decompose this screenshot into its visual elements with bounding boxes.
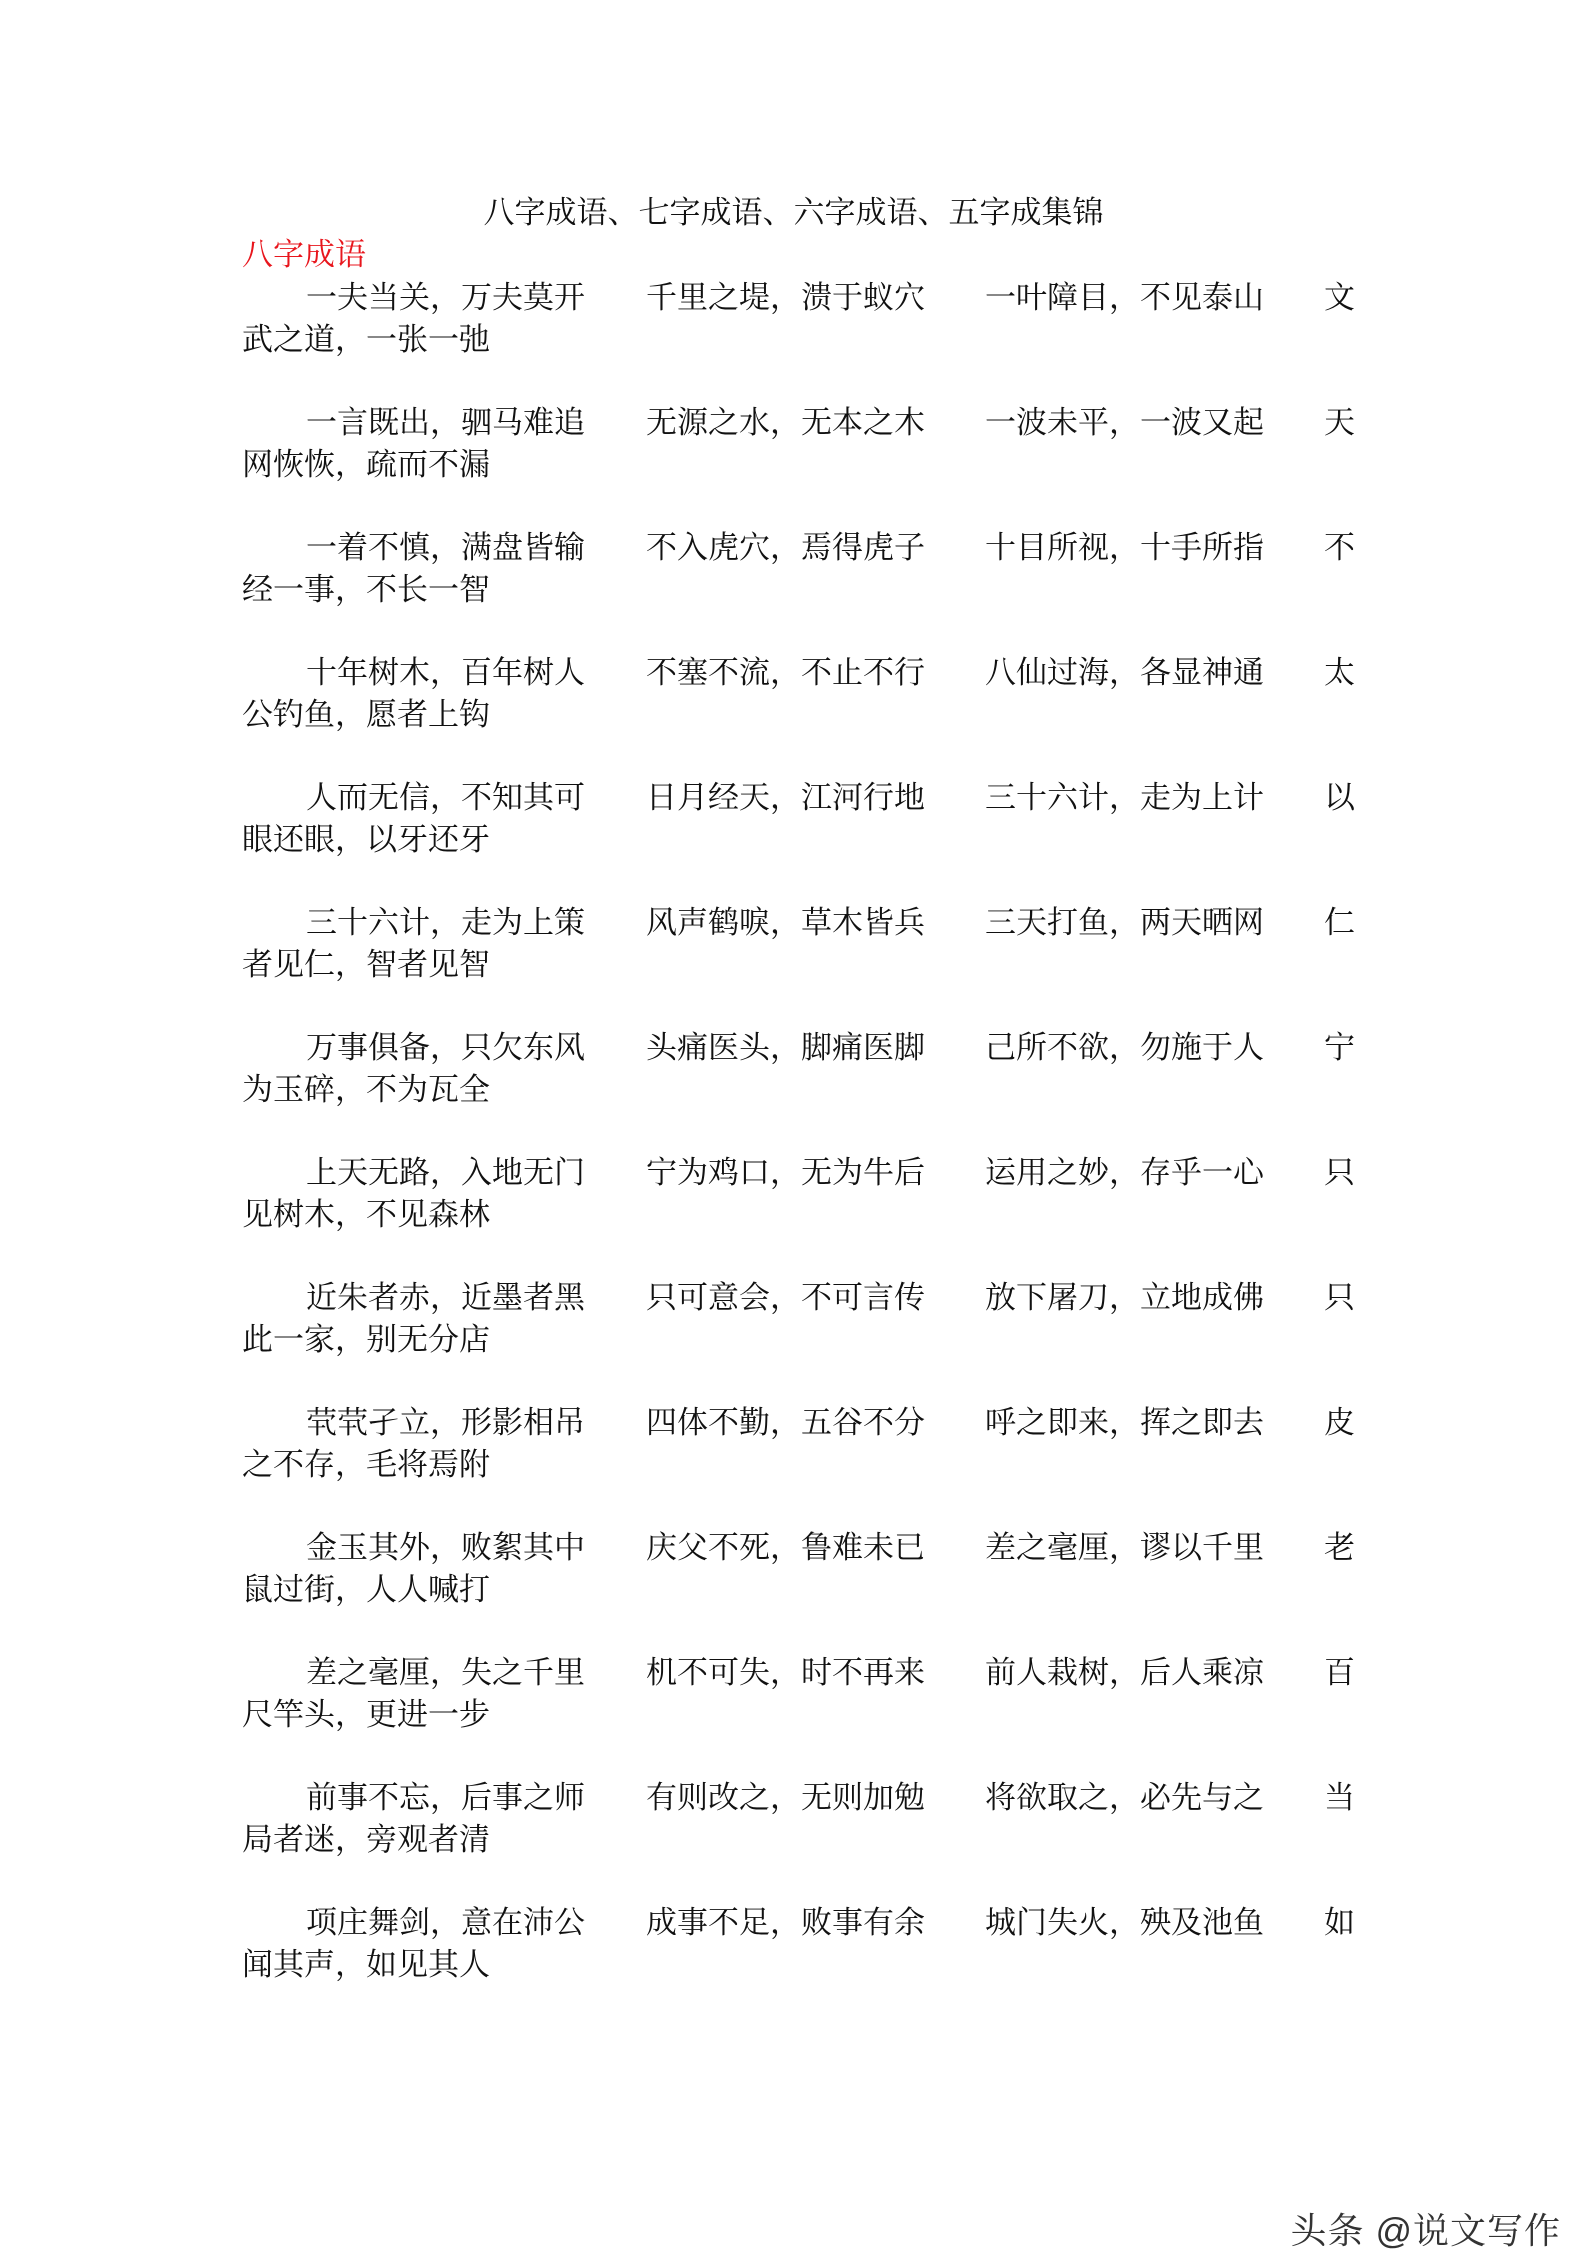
idiom-col-1: 一夫当关，万夫莫开 xyxy=(306,280,585,316)
idiom-col-4-continuation: 者见仁，智者见智 xyxy=(242,947,490,983)
idiom-row-line-1 xyxy=(242,1276,1362,1320)
idiom-row xyxy=(242,1526,1362,1651)
idiom-col-2: 宁为鸡口，无为牛后 xyxy=(646,1155,925,1191)
idiom-row-line-1 xyxy=(242,1151,1362,1195)
idiom-col-4-start: 太 xyxy=(1324,655,1355,691)
idiom-col-3: 放下屠刀，立地成佛 xyxy=(985,1280,1264,1316)
idiom-row xyxy=(242,1276,1362,1401)
idiom-col-4-start: 只 xyxy=(1324,1280,1355,1316)
idiom-col-4-start: 老 xyxy=(1324,1530,1355,1566)
idiom-row xyxy=(242,401,1362,526)
idiom-col-2: 千里之堤，溃于蚁穴 xyxy=(646,280,925,316)
idiom-col-4-start: 如 xyxy=(1324,1905,1355,1941)
idiom-row xyxy=(242,1151,1362,1276)
idiom-col-2: 机不可失，时不再来 xyxy=(646,1655,925,1691)
idiom-col-1: 茕茕孑立，形影相吊 xyxy=(306,1405,585,1441)
idiom-col-4-continuation: 鼠过街，人人喊打 xyxy=(242,1572,490,1608)
idiom-row-line-1 xyxy=(242,276,1362,320)
idiom-col-1: 近朱者赤，近墨者黑 xyxy=(306,1280,585,1316)
idiom-col-3: 己所不欲，勿施于人 xyxy=(985,1030,1264,1066)
idiom-row-line-1 xyxy=(242,1026,1362,1070)
idiom-col-2: 不入虎穴，焉得虎子 xyxy=(646,530,925,566)
idiom-col-1: 一言既出，驷马难追 xyxy=(306,405,585,441)
idiom-col-1: 万事俱备，只欠东风 xyxy=(306,1030,585,1066)
idiom-col-1: 上天无路，入地无门 xyxy=(306,1155,585,1191)
idiom-col-4-start: 宁 xyxy=(1324,1030,1355,1066)
idiom-col-1: 十年树木，百年树人 xyxy=(306,655,585,691)
idiom-col-4-continuation: 经一事，不长一智 xyxy=(242,572,490,608)
idiom-col-4-start: 文 xyxy=(1324,280,1355,316)
watermark: 头条 @说文写作 xyxy=(1290,2210,1561,2251)
idiom-row xyxy=(242,1651,1362,1776)
idiom-col-4-continuation: 之不存，毛将焉附 xyxy=(242,1447,490,1483)
idiom-col-3: 差之毫厘，谬以千里 xyxy=(985,1530,1264,1566)
idiom-col-4-start: 天 xyxy=(1324,405,1355,441)
idiom-col-3: 前人栽树，后人乘凉 xyxy=(985,1655,1264,1691)
idiom-col-1: 前事不忘，后事之师 xyxy=(306,1780,585,1816)
idiom-col-2: 四体不勤，五谷不分 xyxy=(646,1405,925,1441)
idiom-row-line-1 xyxy=(242,526,1362,570)
idiom-col-2: 头痛医头，脚痛医脚 xyxy=(646,1030,925,1066)
idiom-row-line-1 xyxy=(242,1401,1362,1445)
idiom-col-2: 无源之水，无本之木 xyxy=(646,405,925,441)
idiom-col-1: 人而无信，不知其可 xyxy=(306,780,585,816)
idiom-row-line-1 xyxy=(242,1901,1362,1945)
idiom-col-3: 十目所视，十手所指 xyxy=(985,530,1264,566)
idiom-col-3: 八仙过海，各显神通 xyxy=(985,655,1264,691)
idiom-row xyxy=(242,1401,1362,1526)
idiom-col-4-start: 当 xyxy=(1324,1780,1355,1816)
idiom-col-1: 差之毫厘，失之千里 xyxy=(306,1655,585,1691)
idiom-col-4-continuation: 公钓鱼，愿者上钩 xyxy=(242,697,490,733)
idiom-col-4-start: 不 xyxy=(1324,530,1355,566)
idiom-col-1: 项庄舞剑，意在沛公 xyxy=(306,1905,585,1941)
idiom-col-3: 城门失火，殃及池鱼 xyxy=(985,1905,1264,1941)
idiom-col-4-continuation: 见树木，不见森林 xyxy=(242,1197,490,1233)
idiom-row xyxy=(242,276,1362,401)
idiom-col-3: 呼之即来，挥之即去 xyxy=(985,1405,1264,1441)
idiom-col-2: 成事不足，败事有余 xyxy=(646,1905,925,1941)
idiom-row xyxy=(242,1026,1362,1151)
idiom-col-2: 有则改之，无则加勉 xyxy=(646,1780,925,1816)
idiom-row-line-1 xyxy=(242,651,1362,695)
idiom-col-4-continuation: 此一家，别无分店 xyxy=(242,1322,490,1358)
idiom-col-1: 三十六计，走为上策 xyxy=(306,905,585,941)
idiom-row xyxy=(242,776,1362,901)
idiom-row-line-1 xyxy=(242,1651,1362,1695)
idiom-row xyxy=(242,526,1362,651)
idiom-col-1: 一着不慎，满盘皆输 xyxy=(306,530,585,566)
idiom-col-4-continuation: 眼还眼，以牙还牙 xyxy=(242,822,490,858)
idiom-row xyxy=(242,1776,1362,1901)
idiom-col-4-start: 只 xyxy=(1324,1155,1355,1191)
idiom-list xyxy=(242,276,1362,2026)
idiom-col-2: 庆父不死，鲁难未已 xyxy=(646,1530,925,1566)
idiom-col-3: 三十六计，走为上计 xyxy=(985,780,1264,816)
idiom-row-line-1 xyxy=(242,901,1362,945)
idiom-col-3: 一波未平，一波又起 xyxy=(985,405,1264,441)
idiom-col-2: 不塞不流，不止不行 xyxy=(646,655,925,691)
idiom-col-2: 日月经天，江河行地 xyxy=(646,780,925,816)
section-heading: 八字成语 xyxy=(242,237,366,273)
idiom-row-line-1 xyxy=(242,776,1362,820)
idiom-col-4-continuation: 为玉碎，不为瓦全 xyxy=(242,1072,490,1108)
idiom-row-line-1 xyxy=(242,1526,1362,1570)
idiom-row xyxy=(242,1901,1362,2026)
idiom-col-3: 运用之妙，存乎一心 xyxy=(985,1155,1264,1191)
idiom-col-4-continuation: 闻其声，如见其人 xyxy=(242,1947,490,1983)
idiom-col-4-start: 皮 xyxy=(1324,1405,1355,1441)
idiom-row xyxy=(242,901,1362,1026)
idiom-col-4-continuation: 尺竿头，更进一步 xyxy=(242,1697,490,1733)
idiom-row xyxy=(242,651,1362,776)
idiom-col-4-start: 以 xyxy=(1324,780,1355,816)
idiom-col-3: 三天打鱼，两天晒网 xyxy=(985,905,1264,941)
idiom-col-2: 只可意会，不可言传 xyxy=(646,1280,925,1316)
idiom-col-1: 金玉其外，败絮其中 xyxy=(306,1530,585,1566)
idiom-col-4-continuation: 局者迷，旁观者清 xyxy=(242,1822,490,1858)
idiom-row-line-1 xyxy=(242,401,1362,445)
idiom-col-3: 将欲取之，必先与之 xyxy=(985,1780,1264,1816)
page-title: 八字成语、七字成语、六字成语、五字成集锦 xyxy=(483,195,1104,231)
idiom-col-4-continuation: 武之道，一张一弛 xyxy=(242,322,490,358)
idiom-col-3: 一叶障目，不见泰山 xyxy=(985,280,1264,316)
idiom-col-4-start: 百 xyxy=(1324,1655,1355,1691)
idiom-col-2: 风声鹤唳，草木皆兵 xyxy=(646,905,925,941)
idiom-col-4-start: 仁 xyxy=(1324,905,1355,941)
idiom-row-line-1 xyxy=(242,1776,1362,1820)
idiom-col-4-continuation: 网恢恢，疏而不漏 xyxy=(242,447,490,483)
